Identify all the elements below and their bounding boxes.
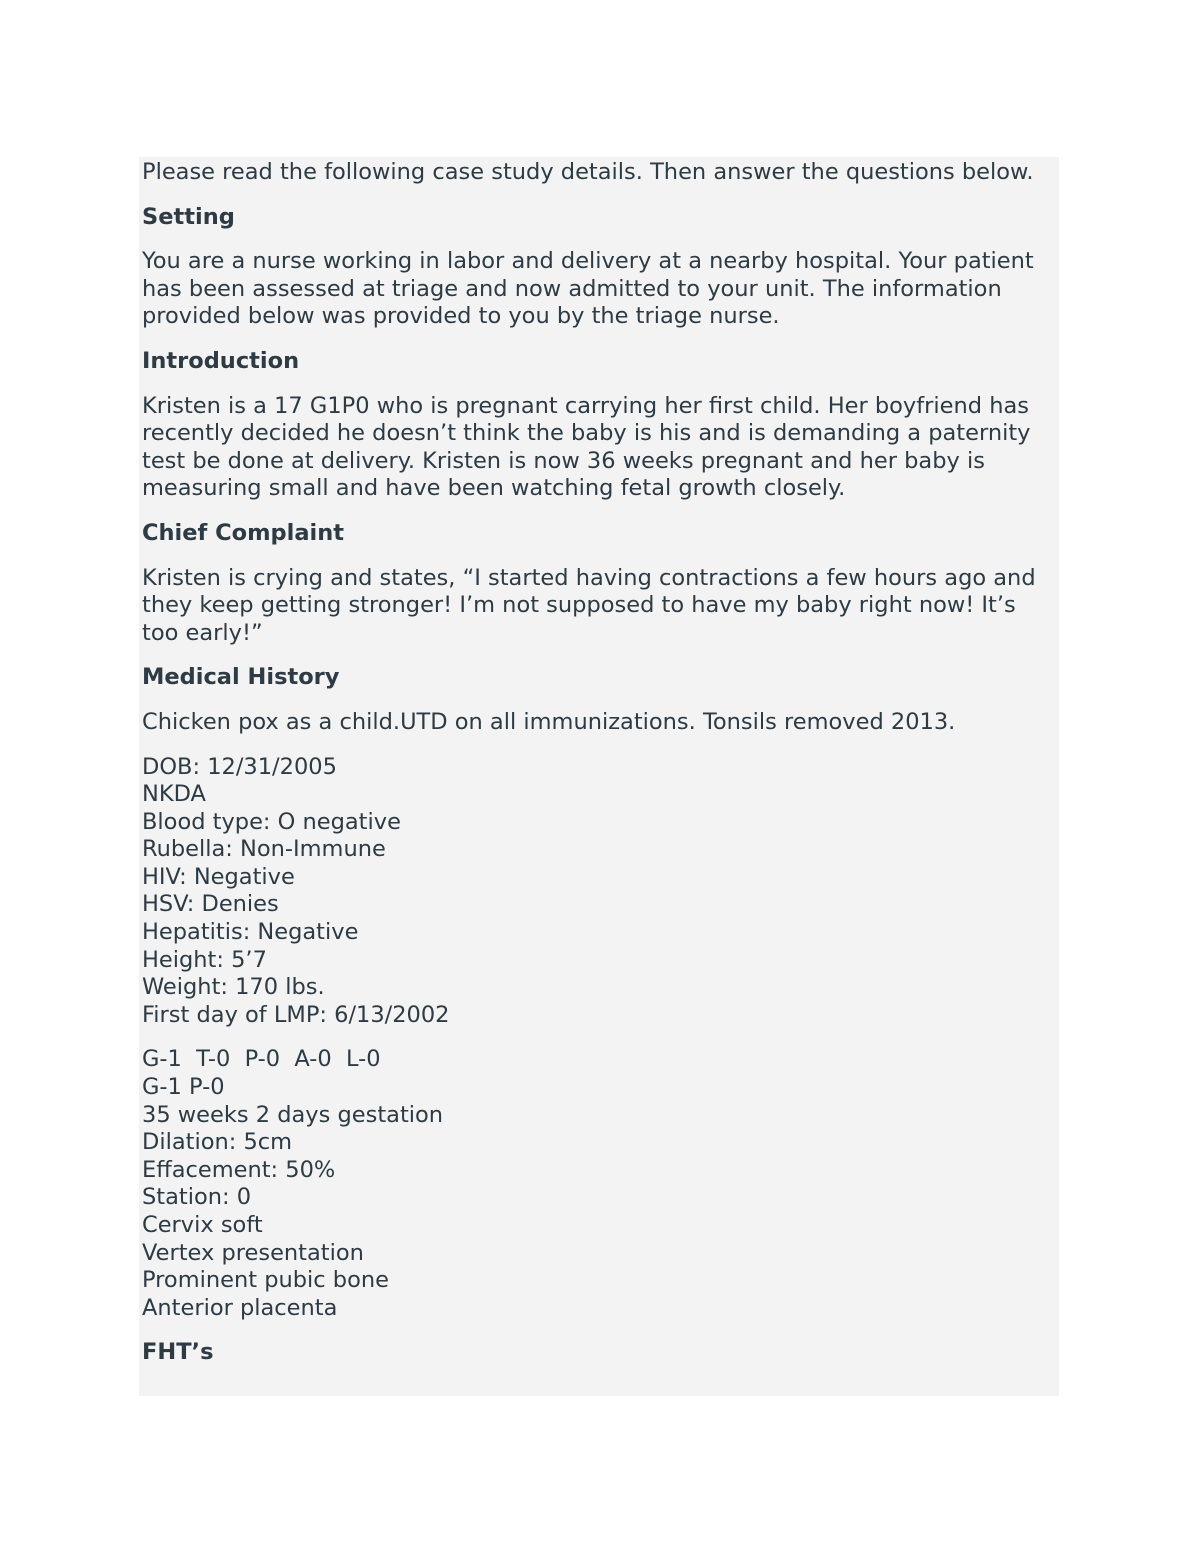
chief-complaint-body: Kristen is crying and states, “I started having contractions a few hours ago and they keep getting stronger! I’m not supposed to have my baby right now! It’s too early!”: [142, 564, 1036, 646]
introduction-body: Kristen is a 17 G1P0 who is pregnant carrying her first child. Her boyfriend has recently decided he doesn’t think the baby is his and is demanding a paternity test be done at delivery. Kristen is now 36 weeks pregnant and her baby is measuring small and have been watching fetal growth closely.: [142, 392, 1031, 502]
patient-info-item: Weight: 170 lbs.: [142, 974, 325, 1001]
chief-complaint-heading: Chief Complaint: [142, 519, 345, 546]
case-study-inner: [139, 157, 1059, 1367]
exam-finding-item: Anterior placenta: [142, 1294, 338, 1321]
setting-body: You are a nurse working in labor and delivery at a nearby hospital. Your patient has been assessed at triage and now admitted to your unit. The information provided below was provided to you by the triage nurse.: [142, 248, 1034, 330]
exam-finding-item: Effacement: 50%: [142, 1156, 336, 1183]
exam-findings-list: [142, 1046, 1056, 1322]
patient-info-item: Height: 5’7: [142, 946, 267, 973]
patient-info-item: First day of LMP: 6/13/2002: [142, 1001, 450, 1028]
setting-heading: Setting: [142, 203, 235, 230]
exam-finding-item: G-1 P-0: [142, 1074, 225, 1101]
patient-info-item: HIV: Negative: [142, 863, 295, 890]
patient-info-item: Hepatitis: Negative: [142, 919, 359, 946]
exam-finding-item: Cervix soft: [142, 1212, 263, 1238]
fhts-heading: FHT’s: [142, 1339, 214, 1366]
medical-history-heading: Medical History: [142, 664, 340, 691]
intro-text: Please read the following case study details. Then answer the questions below.: [142, 159, 1034, 185]
patient-info-item: Blood type: O negative: [142, 808, 401, 835]
exam-finding-item: Vertex presentation: [142, 1239, 364, 1266]
case-study-content: [139, 157, 1059, 1396]
patient-info-item: Rubella: Non-Immune: [142, 836, 386, 863]
exam-finding-item: G-1 T-0 P-0 A-0 L-0: [142, 1046, 381, 1073]
patient-info-list: [142, 754, 1056, 1030]
exam-finding-item: Dilation: 5cm: [142, 1129, 293, 1156]
exam-finding-item: 35 weeks 2 days gestation: [142, 1101, 444, 1128]
patient-info-item: DOB: 12/31/2005: [142, 753, 337, 780]
exam-finding-item: Prominent pubic bone: [142, 1267, 389, 1294]
exam-finding-item: Station: 0: [142, 1184, 252, 1211]
introduction-heading: Introduction: [142, 347, 300, 374]
patient-info-item: NKDA: [142, 781, 206, 808]
patient-info-item: HSV: Denies: [142, 891, 279, 918]
medical-history-body: Chicken pox as a child.UTD on all immunizations. Tonsils removed 2013.: [142, 708, 956, 735]
